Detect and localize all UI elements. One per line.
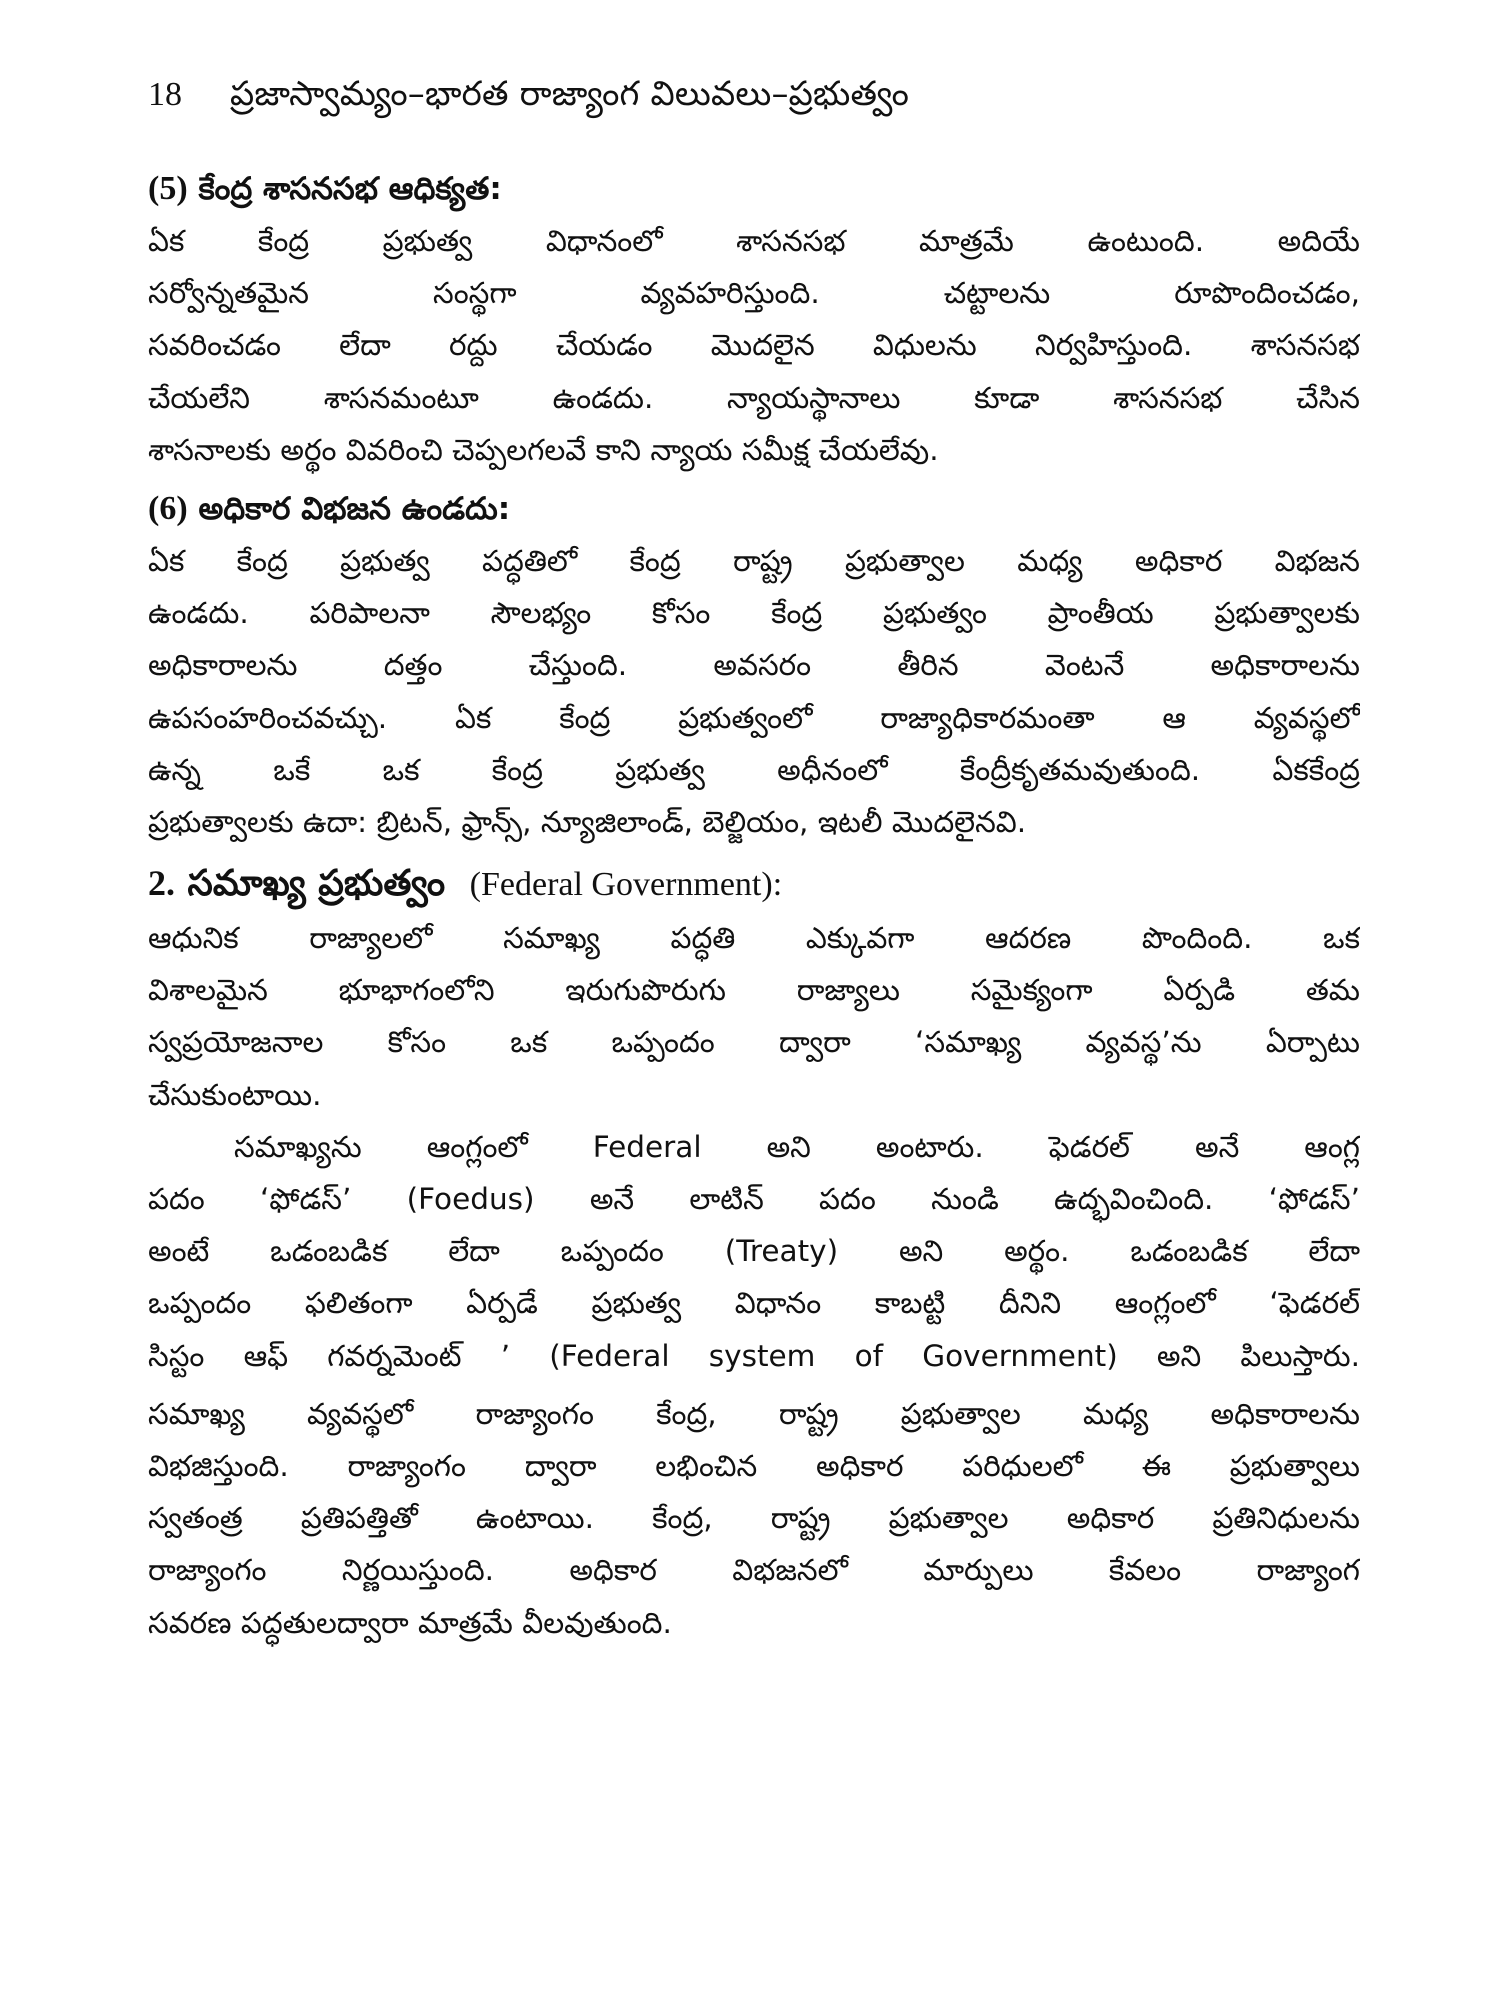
text-line: ఒప్పందం ఫలితంగా ఏర్పడే ప్రభుత్వ విధానం కాబట్టి దీనిని ఆంగ్లంలో ‘ఫెడరల్: [148, 1286, 1360, 1321]
text-line: సవరణ పద్ధతులద్వారా మాత్రమే వీలవుతుంది.: [148, 1605, 672, 1640]
paragraph-no-division: [148, 535, 1360, 848]
text-line: విశాలమైన భూభాగంలోని ఇరుగుపొరుగు రాజ్యాలు సమైక్యంగా ఏర్పడి తమ: [148, 973, 1360, 1008]
section-number: 2.: [148, 863, 175, 904]
text-line: ఉండదు. పరిపాలనా సౌలభ్యం కోసం కేంద్ర ప్రభుత్వం ప్రాంతీయ ప్రభుత్వాలకు: [148, 596, 1360, 631]
text-line: స్వతంత్ర ప్రతిపత్తితో ఉంటాయి. కేంద్ర, రాష్ట్ర ప్రభుత్వాల అధికార ప్రతినిధులను: [148, 1501, 1360, 1536]
text-line: ప్రభుత్వాలకు ఉదా: బ్రిటన్, ఫ్రాన్స్, న్యూజిలాండ్, బెల్జియం, ఇటలీ మొదలైనవి.: [148, 804, 1027, 839]
text-line: సర్వోన్నతమైన సంస్థగా వ్యవహరిస్తుంది. చట్టాలను రూపొందించడం,: [148, 276, 1360, 311]
running-header: [148, 66, 1360, 122]
text-line: పదం ‘ఫోడస్’ (Foedus) అనే లాటిన్ పదం నుండి ఉద్భవించింది. ‘ఫోడస్’: [148, 1182, 1360, 1216]
section-english-title: (Federal Government):: [469, 866, 783, 904]
section-heading-5: [148, 162, 1360, 215]
text-line: సిస్టం ఆఫ్ గవర్నమెంట్ ’ (Federal system of Government) అని పిలుస్తారు.: [148, 1338, 1360, 1373]
text-line: ఉపసంహరించవచ్చు. ఏక కేంద్ర ప్రభుత్వంలో రాజ్యాధికారమంతా ఆ వ్యవస్థలో: [148, 700, 1360, 735]
section-heading-6: [148, 482, 1360, 535]
section-number: (6): [148, 489, 188, 527]
paragraph-legislature: [148, 215, 1360, 476]
federal-government-heading: [148, 854, 1360, 912]
text-line: ఆధునిక రాజ్యాలలో సమాఖ్య పద్ధతి ఎక్కువగా ఆదరణ పొందింది. ఒక: [148, 921, 1360, 956]
document-page: [148, 66, 1360, 1649]
running-title: ప్రజాస్వామ్యం–భారత రాజ్యాంగ విలువలు–ప్రభుత్వం: [230, 74, 910, 114]
paragraph-federal-intro: [148, 912, 1360, 1121]
text-line: రాజ్యాంగం నిర్ణయిస్తుంది. అధికార విభజనలో మార్పులు కేవలం రాజ్యాంగ: [148, 1553, 1360, 1588]
section-number: (5): [148, 170, 188, 207]
paragraph-federal-etymology: [148, 1121, 1360, 1382]
section-title: కేంద్ర శాసనసభ ఆధిక్యత:: [198, 171, 502, 207]
text-line: శాసనాలకు అర్థం వివరించి చెప్పలగలవే కాని న్యాయ సమీక్ష చేయలేవు.: [148, 432, 939, 467]
text-line: ఏక కేంద్ర ప్రభుత్వ పద్ధతిలో కేంద్ర రాష్ట్ర ప్రభుత్వాల మధ్య అధికార విభజన: [148, 543, 1360, 578]
section-title: అధికార విభజన ఉండదు:: [198, 490, 511, 527]
text-line: చేయలేని శాసనమంటూ ఉండదు. న్యాయస్థానాలు కూడా శాసనసభ చేసిన: [148, 380, 1360, 415]
text-line: స్వప్రయోజనాల కోసం ఒక ఒప్పందం ద్వారా ‘సమాఖ్య వ్యవస్థ’ను ఏర్పాటు: [148, 1025, 1360, 1060]
paragraph-federal-division: [148, 1388, 1360, 1649]
text-line: చేసుకుంటాయి.: [148, 1077, 322, 1112]
text-line: ఏక కేంద్ర ప్రభుత్వ విధానంలో శాసనసభ మాత్రమే ఉంటుంది. అదియే: [148, 224, 1360, 258]
page-number: 18: [148, 76, 182, 113]
text-line: అంటే ఒడంబడిక లేదా ఒప్పందం (Treaty) అని అర్థం. ఒడంబడిక లేదా: [148, 1234, 1360, 1269]
text-line: విభజిస్తుంది. రాజ్యాంగం ద్వారా లభించిన అధికార పరిధులలో ఈ ప్రభుత్వాలు: [148, 1448, 1360, 1483]
text-line: సవరించడం లేదా రద్దు చేయడం మొదలైన విధులను నిర్వహిస్తుంది. శాసనసభ: [148, 328, 1360, 363]
text-line: సమాఖ్యను ఆంగ్లంలో Federal అని అంటారు. ఫెడరల్ అనే ఆంగ్ల: [234, 1129, 1360, 1164]
text-line: అధికారాలను దత్తం చేస్తుంది. అవసరం తీరిన వెంటనే అధికారాలను: [148, 648, 1360, 683]
text-line: సమాఖ్య వ్యవస్థలో రాజ్యాంగం కేంద్ర, రాష్ట్ర ప్రభుత్వాల మధ్య అధికారాలను: [148, 1396, 1360, 1431]
text-line: ఉన్న ఒకే ఒక కేంద్ర ప్రభుత్వ అధీనంలో కేంద్రీకృతమవుతుంది. ఏకకేంద్ర: [148, 752, 1360, 787]
section-title: సమాఖ్య ప్రభుత్వం: [187, 863, 446, 905]
